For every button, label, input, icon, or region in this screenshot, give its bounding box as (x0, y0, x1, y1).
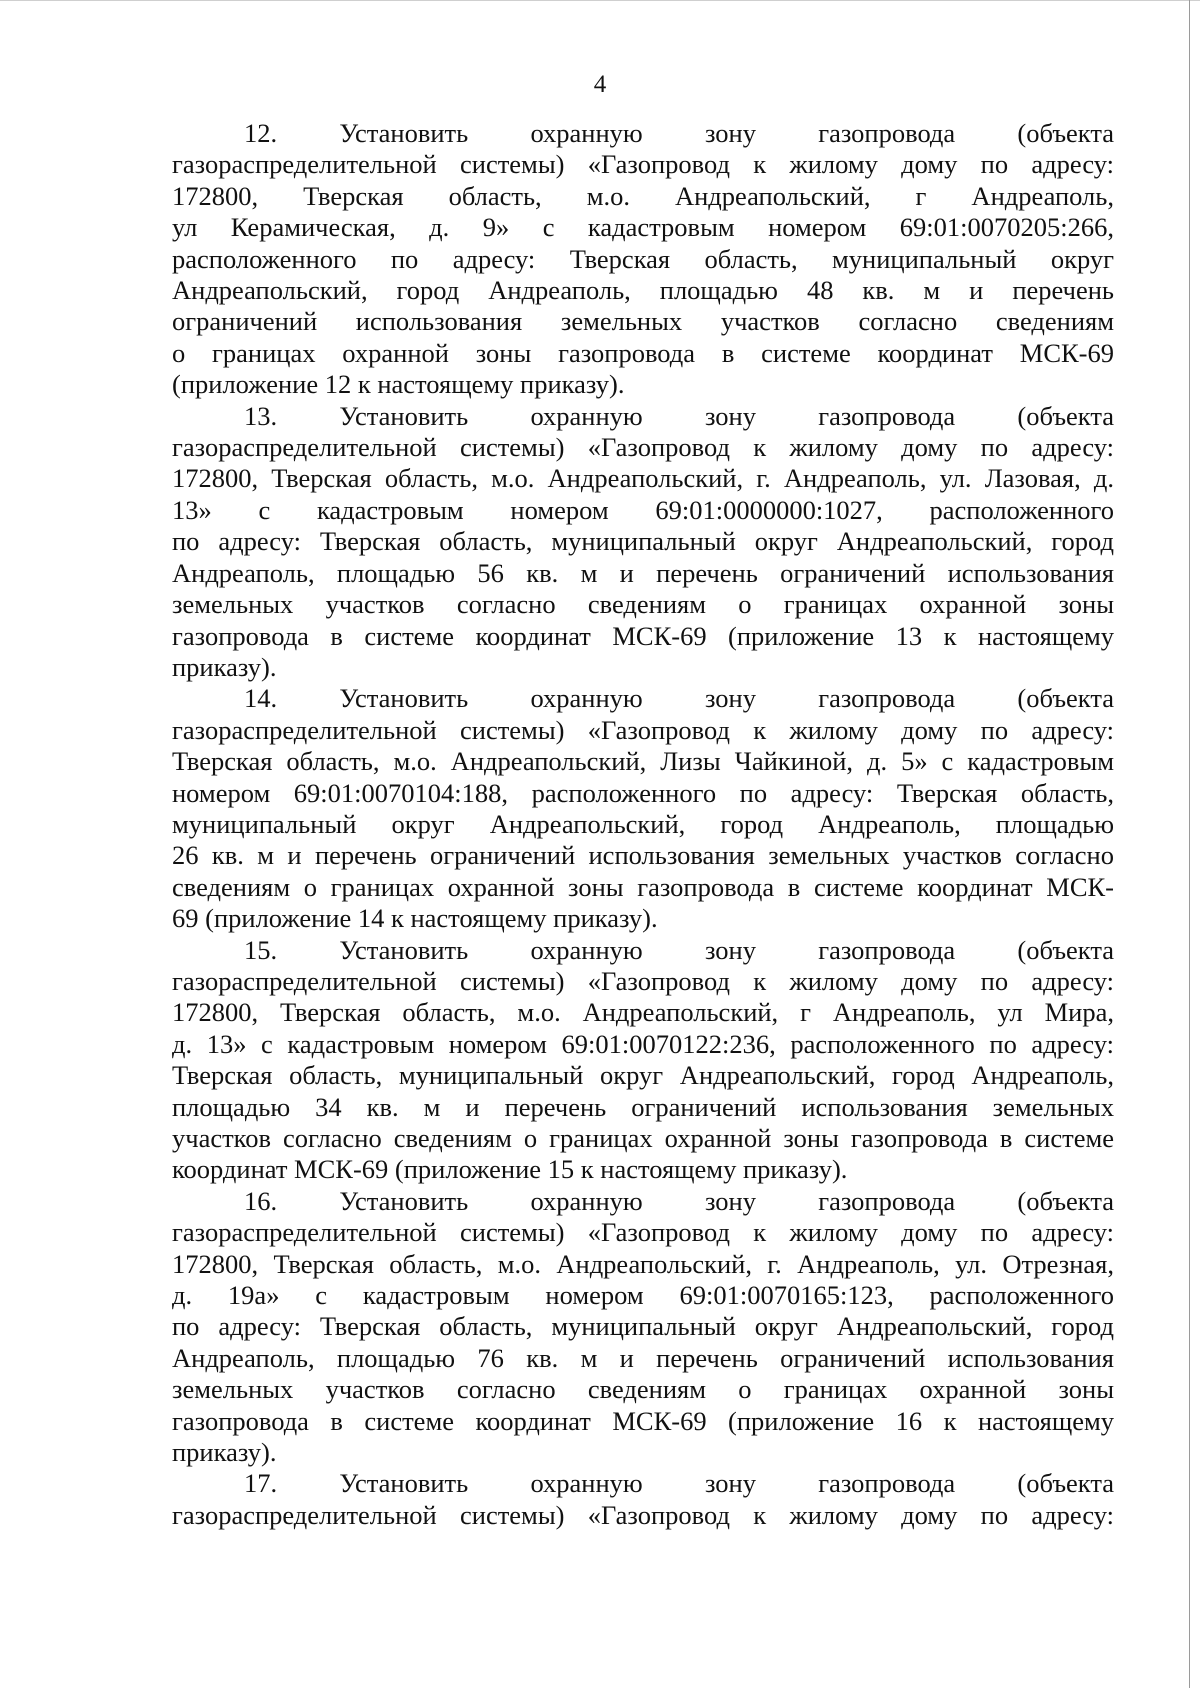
clause-paragraph (172, 118, 1114, 401)
clause-line: (приложение 12 к настоящему приказу). (172, 369, 625, 400)
document-body (172, 118, 1114, 1531)
clause-line: сведениям о границах охранной зоны газопровода в системе координат МСК- (172, 871, 1114, 902)
clause-line: 13. Установить охранную зону газопровода (объекта (244, 400, 1114, 431)
clause-line: 12. Установить охранную зону газопровода (объекта (244, 118, 1114, 148)
clause-line: газораспределительной системы) «Газопровод к жилому дому по адресу: (172, 965, 1114, 996)
clause-line: д. 13» с кадастровым номером 69:01:0070122:236, расположенного по адресу: (172, 1028, 1114, 1059)
clause-line: номером 69:01:0070104:188, расположенного по адресу: Тверская область, (172, 777, 1114, 808)
clause-paragraph (172, 935, 1114, 1186)
scan-top-edge (0, 0, 1200, 1)
clause-line: приказу). (172, 1437, 277, 1468)
clause-line: 17. Установить охранную зону газопровода (объекта (244, 1468, 1114, 1499)
clause-paragraph (172, 1468, 1114, 1531)
clause-paragraph (172, 401, 1114, 684)
clause-line: 172800, Тверская область, м.о. Андреапольский, г Андреаполь, (172, 180, 1114, 211)
clause-line: 13» с кадастровым номером 69:01:0000000:1027, расположенного (172, 494, 1114, 525)
clause-line: 69 (приложение 14 к настоящему приказу). (172, 903, 658, 934)
clause-line: земельных участков согласно сведениям о границах охранной зоны (172, 589, 1114, 620)
clause-line: по адресу: Тверская область, муниципальный округ Андреапольский, город (172, 526, 1114, 557)
clause-line: 172800, Тверская область, м.о. Андреапольский, г. Андреаполь, ул. Лазовая, д. (172, 463, 1114, 494)
clause-line: приказу). (172, 651, 277, 682)
clause-line: Тверская область, м.о. Андреапольский, Лизы Чайкиной, д. 5» с кадастровым (172, 746, 1114, 777)
clause-line: Тверская область, муниципальный округ Андреапольский, город Андреаполь, (172, 1060, 1114, 1091)
clause-line: участков согласно сведениям о границах охранной зоны газопровода в системе (172, 1123, 1114, 1153)
clause-line: ул Керамическая, д. 9» с кадастровым номером 69:01:0070205:266, (172, 212, 1114, 243)
clause-line: газопровода в системе координат МСК-69 (приложение 16 к настоящему (172, 1405, 1114, 1436)
clause-line: 172800, Тверская область, м.о. Андреапольский, г. Андреаполь, ул. Отрезная, (172, 1248, 1114, 1279)
clause-line: 26 кв. м и перечень ограничений использования земельных участков согласно (172, 840, 1114, 871)
clause-line: газораспределительной системы) «Газопровод к жилому дому по адресу: (172, 1499, 1114, 1530)
clause-line: координат МСК-69 (приложение 15 к настоящему приказу). (172, 1154, 848, 1185)
clause-line: газораспределительной системы) «Газопровод к жилому дому по адресу: (172, 432, 1114, 463)
clause-line: площадью 34 кв. м и перечень ограничений использования земельных (172, 1091, 1114, 1122)
clause-line: газораспределительной системы) «Газопровод к жилому дому по адресу: (172, 1217, 1114, 1248)
clause-line: ограничений использования земельных участков согласно сведениям (172, 306, 1114, 337)
scan-right-edge (1189, 0, 1190, 1688)
clause-line: газопровода в системе координат МСК-69 (приложение 13 к настоящему (172, 620, 1114, 651)
clause-line: 15. Установить охранную зону газопровода (объекта (244, 934, 1114, 965)
clause-line: Андреапольский, город Андреаполь, площадью 48 кв. м и перечень (172, 275, 1114, 306)
clause-line: расположенного по адресу: Тверская область, муниципальный округ (172, 243, 1114, 274)
clause-paragraph (172, 683, 1114, 934)
clause-line: д. 19а» с кадастровым номером 69:01:0070165:123, расположенного (172, 1280, 1114, 1311)
clause-line: о границах охранной зоны газопровода в системе координат МСК-69 (172, 337, 1114, 368)
clause-line: 16. Установить охранную зону газопровода (объекта (244, 1185, 1114, 1216)
page-number: 4 (593, 71, 607, 98)
clause-line: по адресу: Тверская область, муниципальный округ Андреапольский, город (172, 1311, 1114, 1342)
clause-line: муниципальный округ Андреапольский, город Андреаполь, площадью (172, 808, 1114, 839)
clause-line: земельных участков согласно сведениям о границах охранной зоны (172, 1374, 1114, 1405)
clause-line: 14. Установить охранную зону газопровода (объекта (244, 683, 1114, 714)
clause-line: 172800, Тверская область, м.о. Андреапольский, г Андреаполь, ул Мира, (172, 997, 1114, 1028)
clause-paragraph (172, 1186, 1114, 1469)
clause-line: Андреаполь, площадью 76 кв. м и перечень ограничений использования (172, 1342, 1114, 1373)
clause-line: газораспределительной системы) «Газопровод к жилому дому по адресу: (172, 149, 1114, 180)
clause-line: газораспределительной системы) «Газопровод к жилому дому по адресу: (172, 714, 1114, 745)
clause-line: Андреаполь, площадью 56 кв. м и перечень ограничений использования (172, 557, 1114, 588)
